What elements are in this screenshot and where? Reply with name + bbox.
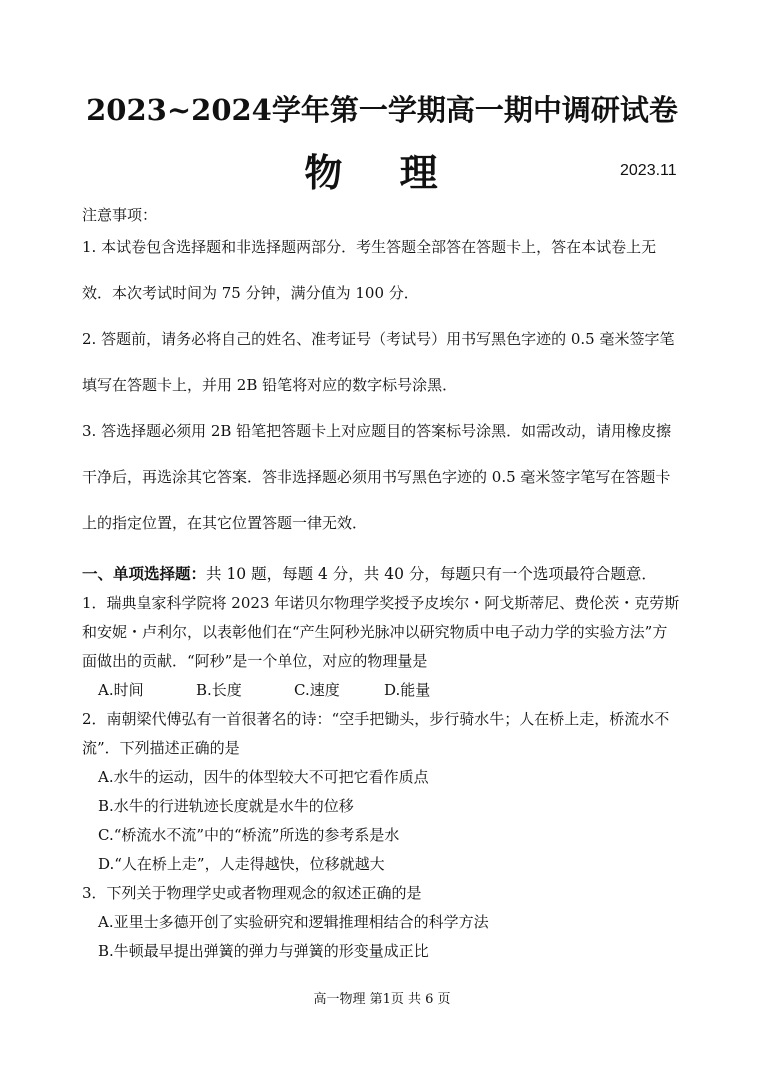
subject-title: 物 理	[304, 151, 460, 195]
question-3-option-a: A.亚里士多德开创了实验研究和逻辑推理相结合的科学方法	[98, 913, 489, 931]
page-footer: 高一物理 第1页 共 6 页	[313, 992, 451, 1007]
question-3-line: 3．下列关于物理学史或者物理观念的叙述正确的是	[82, 884, 422, 902]
question-3-option-b: B.牛顿最早提出弹簧的弹力与弹簧的形变量成正比	[98, 942, 429, 960]
notice-line: 3. 答选择题必须用 2B 铅笔把答题卡上对应题目的答案标号涂黑．如需改动，请用橡皮擦	[82, 422, 672, 440]
question-1-options	[98, 679, 430, 700]
notice-heading: 注意事项：	[82, 206, 158, 224]
option-c: C.速度	[294, 681, 340, 699]
notice-line: 1. 本试卷包含选择题和非选择题两部分．考生答题全部答在答题卡上，答在本试卷上无	[82, 238, 657, 256]
question-1-line: 面做出的贡献．“阿秒”是一个单位，对应的物理量是	[82, 652, 428, 670]
section-heading	[82, 562, 657, 584]
section-label: 一、单项选择题：	[82, 565, 207, 583]
question-2-option-c: C.“桥流水不流”中的“桥流”所选的参考系是水	[98, 826, 400, 844]
exam-title: 2023~2024学年第一学期高一期中调研试卷	[86, 93, 678, 127]
option-a: A.时间	[98, 681, 144, 699]
notice-line: 填写在答题卡上，并用 2B 铅笔将对应的数字标号涂黑．	[82, 376, 458, 394]
section-desc: 共 10 题，每题 4 分，共 40 分，每题只有一个选项最符合题意．	[206, 565, 657, 583]
notice-line: 上的指定位置，在其它位置答题一律无效．	[82, 514, 368, 532]
exam-date: 2023.11	[620, 162, 677, 179]
option-d: D.能量	[384, 681, 431, 699]
question-2-line: 2．南朝梁代傅弘有一首很著名的诗：“空手把锄头，步行骑水牛；人在桥上走，桥流水不	[82, 710, 670, 728]
question-2-option-d: D.“人在桥上走”，人走得越快，位移就越大	[98, 855, 385, 873]
question-2-option-a: A.水牛的运动，因牛的体型较大不可把它看作质点	[98, 768, 429, 786]
notice-line: 2. 答题前，请务必将自己的姓名、准考证号（考试号）用书写黑色字迹的 0.5 毫米签字笔	[82, 330, 675, 348]
option-b: B.长度	[196, 681, 242, 699]
question-1-line: 和安妮・卢利尔，以表彰他们在“产生阿秒光脉冲以研究物质中电子动力学的实验方法”方	[82, 623, 668, 641]
question-2-option-b: B.水牛的行进轨迹长度就是水牛的位移	[98, 797, 354, 815]
question-2-line: 流”．下列描述正确的是	[82, 739, 240, 757]
notice-line: 干净后，再选涂其它答案．答非选择题必须用书写黑色字迹的 0.5 毫米签字笔写在答题卡	[82, 468, 671, 486]
question-1-line: 1．瑞典皇家科学院将 2023 年诺贝尔物理学奖授予皮埃尔・阿戈斯蒂尼、费伦茨・克劳斯	[82, 594, 680, 612]
notice-line: 效．本次考试时间为 75 分钟，满分值为 100 分．	[82, 284, 419, 302]
